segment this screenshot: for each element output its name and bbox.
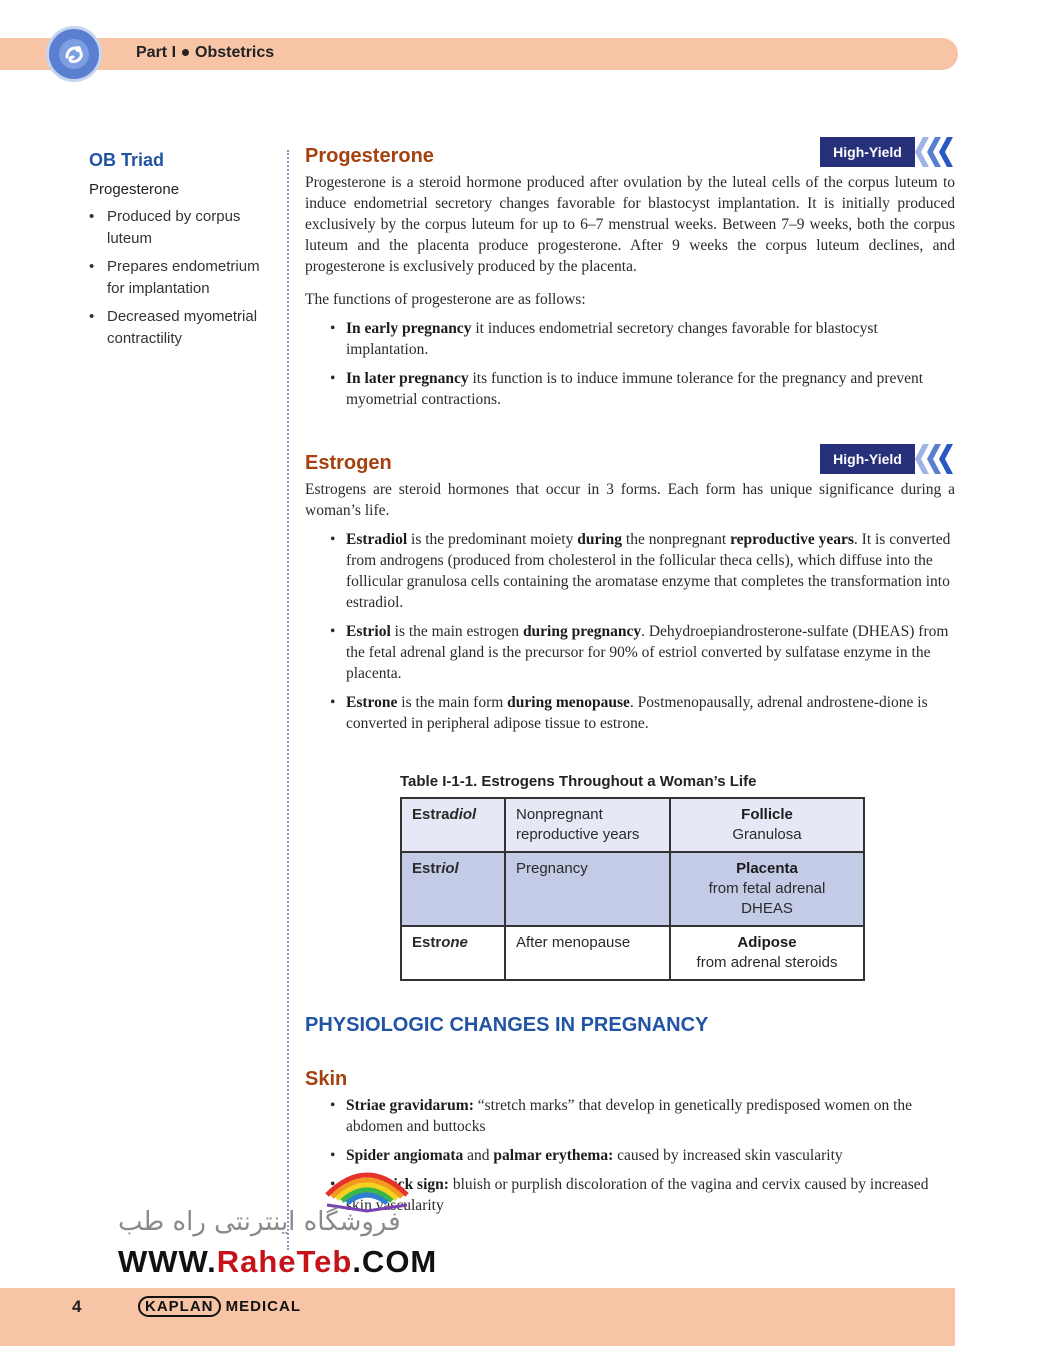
high-yield-badge [820,444,955,474]
sidebar-note [89,150,279,356]
bold-term: In early pregnancy [346,320,472,337]
running-header [136,44,274,62]
item-text: is the main form [397,694,508,711]
estrogens-table [400,797,865,981]
name-suffix: iol [441,860,459,877]
item-text: caused by increased skin vascularity [613,1147,843,1164]
source-label: Adipose [737,934,797,951]
watermark-persian-text: فروشگاه اینترنتی راه طب [118,1207,401,1237]
chevrons-icon [915,137,955,167]
period-cell: Nonpregnant reproductive years [505,798,670,852]
skin-section [305,1068,955,1224]
bold-term: during [577,531,623,548]
name-prefix: Estr [412,934,442,951]
url-prefix: WWW. [118,1244,217,1279]
item-text: . Postmenopausally, adrenal androstene-dione is converted in peripheral adipose tissue to estrone. [346,694,928,732]
sidebar-item: • Prepares endometrium for implantation [89,256,279,300]
item-text: its function is to induce immune tolerance for the pregnancy and prevent myometrial contractions. [346,370,924,408]
watermark-url [118,1244,437,1280]
url-suffix: .COM [352,1244,438,1279]
source-label: Placenta [736,860,798,877]
bold-term: Spider angiomata [346,1147,464,1164]
sidebar-item: • Decreased myometrial contractility [89,306,279,350]
high-yield-label: High-Yield [820,137,915,167]
kaplan-logo [138,1298,301,1315]
bold-term: during menopause [507,694,630,711]
bold-term: reproductive years [730,531,854,548]
item-text: bluish or purplish discoloration of the vagina and cervix caused by increased skin vascularity [346,1176,929,1214]
item-text: is the main estrogen [390,623,523,640]
bold-term: In later pregnancy [346,370,469,387]
estrogen-name-cell [401,926,505,980]
source-cell [670,798,864,852]
list-item [346,318,955,360]
bold-term: Estriol [346,623,391,640]
table-row [401,798,864,852]
bold-term: Striae gravidarum: [346,1097,474,1114]
source-cell [670,852,864,926]
skin-list [305,1095,955,1216]
estrogen-paragraph: Estrogens are steroid hormones that occur in 3 forms. Each form has unique significance during a woman’s life. [305,481,955,519]
item-text: and [463,1147,494,1164]
list-item [346,529,955,613]
source-detail: from adrenal steroids [696,954,838,971]
bold-term: Estrone [346,694,398,711]
source-detail: from fetal adrenal DHEAS [708,880,826,917]
table-row [401,926,864,980]
list-item [346,621,955,684]
source-detail: Granulosa [732,826,802,843]
bold-term: Estradiol [346,531,408,548]
column-divider [287,150,289,1250]
progesterone-paragraph: Progesterone is a steroid hormone produced after ovulation by the luteal cells of the corpus luteum to induce endometrial secretory changes favorable for blastocyst implantation. It is initially produced exclusively by the corpus luteum for up to 6–7 menstrual weeks. Between 7–9 weeks, both the corpus luteum and the placenta produce progesterone. After 9 weeks the corpus luteum declines, and progesterone is exclusively produced by the placenta. [305,174,955,275]
page-number: 4 [72,1297,82,1316]
source-cell [670,926,864,980]
bold-term: Chadwick sign: [346,1176,449,1193]
progesterone-heading: Progesterone [305,145,434,167]
fetus-logo-icon [46,26,102,82]
list-item [346,1174,955,1216]
estrogen-list [305,529,955,734]
chevrons-icon [915,444,955,474]
item-text: . Dehydroepiandrosterone-sulfate (DHEAS) from the fetal adrenal gland is the precursor for 90% of estriol converted by sulfatase enzyme in the placenta. [346,623,949,682]
name-suffix: diol [449,806,477,823]
table-row [401,852,864,926]
list-item [346,368,955,410]
list-item [346,692,955,734]
bold-term: during pregnancy [522,623,642,640]
url-brand: RaheTeb [216,1244,353,1279]
list-item [346,1095,955,1137]
item-text: is the predominant moiety [407,531,578,548]
progesterone-section [305,145,955,418]
source-label: Follicle [741,806,793,823]
functions-intro: The functions of progesterone are as follows: [305,291,586,308]
bullet-dot [182,49,189,56]
item-text: the nonpregnant [622,531,731,548]
skin-heading: Skin [305,1068,348,1090]
part-label: Part I [136,44,177,61]
name-prefix: Estra [412,806,450,823]
high-yield-badge [820,137,955,167]
table-caption: Table I-1-1. Estrogens Throughout a Woman’s Life [400,773,757,790]
bold-term: palmar erythema: [493,1147,614,1164]
sidebar-subtitle: Progesterone [89,181,180,198]
period-cell: Pregnancy [505,852,670,926]
item-text: . It is converted from androgens (produced from cholesterol in the follicular theca cells), which diffuse into the follicular granulosa cells containing the aromatase enzyme that completes the transformation into estradiol. [346,531,951,611]
estrogen-section [305,452,955,742]
period-cell: After menopause [505,926,670,980]
estrogen-name-cell [401,798,505,852]
progesterone-functions-list [305,318,955,410]
name-prefix: Estr [412,860,442,877]
brand-text: KAPLAN [138,1296,221,1317]
item-text: “stretch marks” that develop in genetically predisposed women on the abdomen and buttocks [346,1097,913,1135]
estrogen-heading: Estrogen [305,452,392,474]
name-suffix: one [441,934,468,951]
estrogen-name-cell [401,852,505,926]
chapter-label: Obstetrics [195,44,275,61]
sidebar-list [89,206,279,350]
sidebar-title: OB Triad [89,150,165,170]
item-text: it induces endometrial secretory changes favorable for blastocyst implantation. [346,320,878,358]
list-item [346,1145,955,1166]
brand-sub: MEDICAL [225,1298,301,1315]
high-yield-label: High-Yield [820,444,915,474]
physiologic-changes-heading: PHYSIOLOGIC CHANGES IN PREGNANCY [305,1014,709,1036]
sidebar-item: • Produced by corpus luteum [89,206,279,250]
